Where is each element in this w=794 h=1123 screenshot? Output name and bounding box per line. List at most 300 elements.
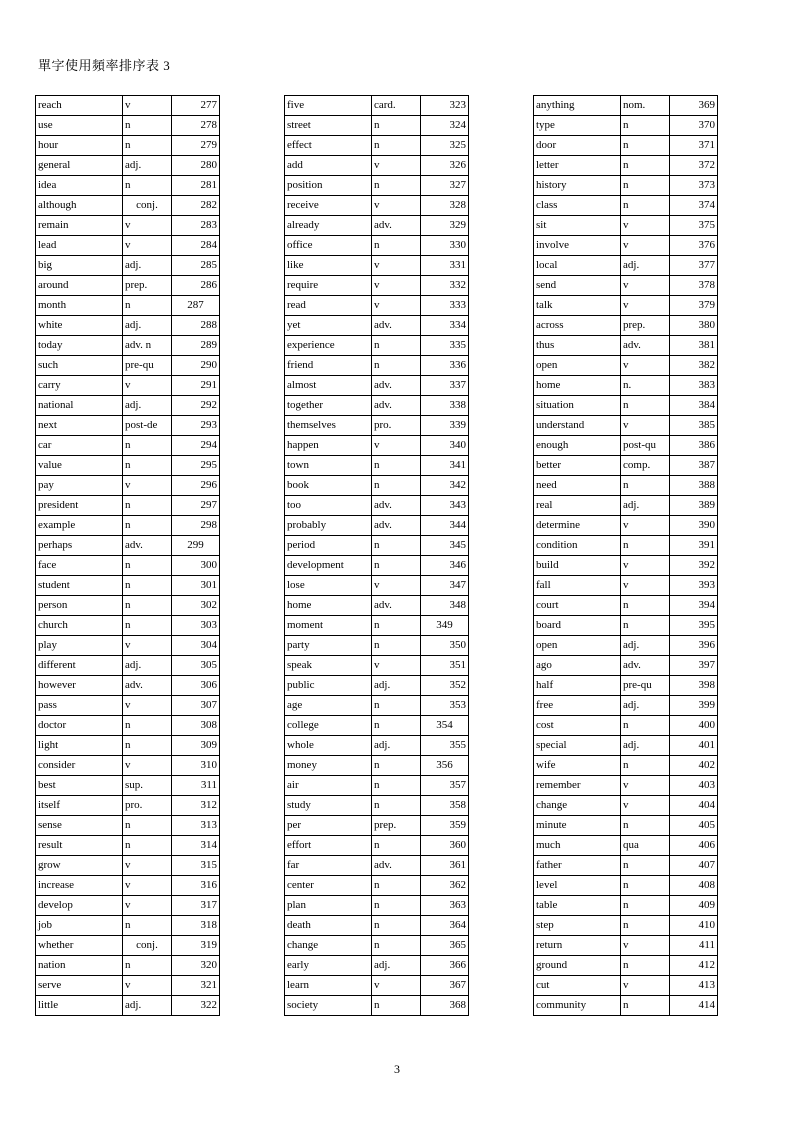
part-of-speech-cell: n xyxy=(372,996,421,1016)
rank-cell: 363 xyxy=(421,896,469,916)
word-cell: lead xyxy=(36,236,123,256)
table-row xyxy=(285,996,469,1016)
rank-cell: 292 xyxy=(172,396,220,416)
table-row xyxy=(534,416,718,436)
part-of-speech-cell: v xyxy=(123,216,172,236)
rank-cell: 369 xyxy=(670,96,718,116)
table-row xyxy=(285,936,469,956)
part-of-speech-cell: v xyxy=(621,236,670,256)
word-cell: itself xyxy=(36,796,123,816)
word-cell: minute xyxy=(534,816,621,836)
table-row xyxy=(285,136,469,156)
part-of-speech-cell: n xyxy=(372,336,421,356)
word-cell: class xyxy=(534,196,621,216)
table-row xyxy=(534,776,718,796)
table-row xyxy=(36,916,220,936)
word-cell: church xyxy=(36,616,123,636)
rank-cell: 345 xyxy=(421,536,469,556)
rank-cell: 315 xyxy=(172,856,220,876)
table-row xyxy=(534,636,718,656)
rank-cell: 389 xyxy=(670,496,718,516)
table-row xyxy=(534,916,718,936)
table-row xyxy=(285,876,469,896)
part-of-speech-cell: n xyxy=(123,436,172,456)
rank-cell: 299 xyxy=(172,536,220,556)
word-cell: return xyxy=(534,936,621,956)
word-cell: such xyxy=(36,356,123,376)
table-row xyxy=(36,796,220,816)
rank-cell: 358 xyxy=(421,796,469,816)
rank-cell: 335 xyxy=(421,336,469,356)
table-row xyxy=(36,956,220,976)
word-cell: talk xyxy=(534,296,621,316)
part-of-speech-cell: adv. xyxy=(372,516,421,536)
word-cell: center xyxy=(285,876,372,896)
rank-cell: 328 xyxy=(421,196,469,216)
rank-cell: 400 xyxy=(670,716,718,736)
part-of-speech-cell: n xyxy=(621,176,670,196)
part-of-speech-cell: n xyxy=(123,496,172,516)
word-cell: condition xyxy=(534,536,621,556)
part-of-speech-cell: adj. xyxy=(621,696,670,716)
part-of-speech-cell: n xyxy=(372,796,421,816)
rank-cell: 378 xyxy=(670,276,718,296)
part-of-speech-cell: v xyxy=(621,976,670,996)
part-of-speech-cell: adj. xyxy=(621,736,670,756)
rank-cell: 409 xyxy=(670,896,718,916)
word-cell: read xyxy=(285,296,372,316)
table-row xyxy=(285,776,469,796)
rank-cell: 407 xyxy=(670,856,718,876)
rank-cell: 404 xyxy=(670,796,718,816)
table-row xyxy=(534,196,718,216)
rank-cell: 294 xyxy=(172,436,220,456)
rank-cell: 391 xyxy=(670,536,718,556)
word-cell: cut xyxy=(534,976,621,996)
part-of-speech-cell: v xyxy=(372,976,421,996)
word-cell: face xyxy=(36,556,123,576)
table-row xyxy=(36,336,220,356)
table-row xyxy=(36,776,220,796)
part-of-speech-cell: adv. xyxy=(621,336,670,356)
table-row xyxy=(534,536,718,556)
rank-cell: 314 xyxy=(172,836,220,856)
table-row xyxy=(534,96,718,116)
word-cell: across xyxy=(534,316,621,336)
rank-cell: 286 xyxy=(172,276,220,296)
word-cell: much xyxy=(534,836,621,856)
word-cell: build xyxy=(534,556,621,576)
rank-cell: 381 xyxy=(670,336,718,356)
word-cell: car xyxy=(36,436,123,456)
part-of-speech-cell: n xyxy=(123,116,172,136)
part-of-speech-cell: n xyxy=(372,916,421,936)
word-cell: play xyxy=(36,636,123,656)
word-cell: type xyxy=(534,116,621,136)
part-of-speech-cell: n xyxy=(123,136,172,156)
table-row xyxy=(36,996,220,1016)
table-row xyxy=(534,216,718,236)
word-cell: home xyxy=(534,376,621,396)
rank-cell: 395 xyxy=(670,616,718,636)
part-of-speech-cell: v xyxy=(372,256,421,276)
table-row xyxy=(36,936,220,956)
rank-cell: 293 xyxy=(172,416,220,436)
word-cell: effect xyxy=(285,136,372,156)
part-of-speech-cell: v xyxy=(372,276,421,296)
part-of-speech-cell: n xyxy=(372,836,421,856)
rank-cell: 288 xyxy=(172,316,220,336)
part-of-speech-cell: n xyxy=(123,176,172,196)
word-frequency-table-3 xyxy=(533,95,718,1016)
table-row xyxy=(534,156,718,176)
table-row xyxy=(285,856,469,876)
part-of-speech-cell: adj. xyxy=(123,396,172,416)
part-of-speech-cell: n xyxy=(621,996,670,1016)
rank-cell: 370 xyxy=(670,116,718,136)
rank-cell: 291 xyxy=(172,376,220,396)
table-row xyxy=(36,196,220,216)
rank-cell: 406 xyxy=(670,836,718,856)
table-row xyxy=(36,896,220,916)
table-row xyxy=(534,456,718,476)
table-row xyxy=(534,476,718,496)
rank-cell: 304 xyxy=(172,636,220,656)
table-row xyxy=(36,356,220,376)
word-cell: serve xyxy=(36,976,123,996)
table-row xyxy=(534,836,718,856)
part-of-speech-cell: adv. xyxy=(372,856,421,876)
part-of-speech-cell: adv. n xyxy=(123,336,172,356)
part-of-speech-cell: v xyxy=(621,416,670,436)
table-row xyxy=(285,196,469,216)
table-row xyxy=(534,716,718,736)
rank-cell: 385 xyxy=(670,416,718,436)
table-row xyxy=(36,316,220,336)
word-cell: money xyxy=(285,756,372,776)
part-of-speech-cell: adj. xyxy=(372,956,421,976)
rank-cell: 357 xyxy=(421,776,469,796)
table-row xyxy=(36,156,220,176)
word-cell: around xyxy=(36,276,123,296)
rank-cell: 351 xyxy=(421,656,469,676)
word-cell: change xyxy=(534,796,621,816)
rank-cell: 393 xyxy=(670,576,718,596)
table-row xyxy=(534,756,718,776)
word-cell: court xyxy=(534,596,621,616)
part-of-speech-cell: n xyxy=(372,616,421,636)
part-of-speech-cell: n xyxy=(123,576,172,596)
part-of-speech-cell: n xyxy=(372,176,421,196)
part-of-speech-cell: n xyxy=(621,616,670,636)
word-cell: door xyxy=(534,136,621,156)
part-of-speech-cell: conj. xyxy=(123,936,172,956)
rank-cell: 388 xyxy=(670,476,718,496)
rank-cell: 377 xyxy=(670,256,718,276)
word-cell: board xyxy=(534,616,621,636)
word-cell: public xyxy=(285,676,372,696)
word-cell: next xyxy=(36,416,123,436)
word-cell: study xyxy=(285,796,372,816)
part-of-speech-cell: n xyxy=(621,916,670,936)
rank-cell: 283 xyxy=(172,216,220,236)
part-of-speech-cell: n xyxy=(372,696,421,716)
word-cell: value xyxy=(36,456,123,476)
part-of-speech-cell: adj. xyxy=(123,996,172,1016)
part-of-speech-cell: v xyxy=(123,476,172,496)
word-cell: far xyxy=(285,856,372,876)
table-row xyxy=(285,736,469,756)
rank-cell: 321 xyxy=(172,976,220,996)
part-of-speech-cell: n xyxy=(621,756,670,776)
word-cell: thus xyxy=(534,336,621,356)
rank-cell: 367 xyxy=(421,976,469,996)
rank-cell: 365 xyxy=(421,936,469,956)
word-cell: ago xyxy=(534,656,621,676)
part-of-speech-cell: n xyxy=(372,356,421,376)
part-of-speech-cell: v xyxy=(621,776,670,796)
rank-cell: 281 xyxy=(172,176,220,196)
word-cell: father xyxy=(534,856,621,876)
rank-cell: 410 xyxy=(670,916,718,936)
word-cell: society xyxy=(285,996,372,1016)
word-frequency-table-2 xyxy=(284,95,469,1016)
word-cell: add xyxy=(285,156,372,176)
word-cell: pass xyxy=(36,696,123,716)
table-row xyxy=(36,576,220,596)
word-cell: increase xyxy=(36,876,123,896)
word-cell: send xyxy=(534,276,621,296)
rank-cell: 300 xyxy=(172,556,220,576)
part-of-speech-cell: v xyxy=(123,696,172,716)
part-of-speech-cell: pro. xyxy=(123,796,172,816)
rank-cell: 362 xyxy=(421,876,469,896)
part-of-speech-cell: post-de xyxy=(123,416,172,436)
part-of-speech-cell: n xyxy=(372,896,421,916)
page-title: 單字使用頻率排序表 3 xyxy=(38,58,171,73)
rank-cell: 279 xyxy=(172,136,220,156)
table-row xyxy=(36,836,220,856)
table-row xyxy=(534,336,718,356)
word-cell: doctor xyxy=(36,716,123,736)
table-row xyxy=(285,716,469,736)
word-cell: pay xyxy=(36,476,123,496)
part-of-speech-cell: n xyxy=(123,556,172,576)
rank-cell: 308 xyxy=(172,716,220,736)
word-cell: college xyxy=(285,716,372,736)
rank-cell: 353 xyxy=(421,696,469,716)
part-of-speech-cell: n xyxy=(621,536,670,556)
word-cell: real xyxy=(534,496,621,516)
rank-cell: 364 xyxy=(421,916,469,936)
rank-cell: 339 xyxy=(421,416,469,436)
word-cell: different xyxy=(36,656,123,676)
rank-cell: 318 xyxy=(172,916,220,936)
word-cell: sense xyxy=(36,816,123,836)
part-of-speech-cell: adv. xyxy=(372,396,421,416)
rank-cell: 356 xyxy=(421,756,469,776)
word-cell: book xyxy=(285,476,372,496)
table-row xyxy=(285,356,469,376)
rank-cell: 372 xyxy=(670,156,718,176)
part-of-speech-cell: n xyxy=(372,136,421,156)
part-of-speech-cell: nom. xyxy=(621,96,670,116)
part-of-speech-cell: v xyxy=(123,756,172,776)
rank-cell: 398 xyxy=(670,676,718,696)
part-of-speech-cell: adj. xyxy=(621,256,670,276)
table-row xyxy=(36,456,220,476)
table-row xyxy=(534,576,718,596)
part-of-speech-cell: adv. xyxy=(372,596,421,616)
table-row xyxy=(534,876,718,896)
rank-cell: 403 xyxy=(670,776,718,796)
table-row xyxy=(36,276,220,296)
table-row xyxy=(36,656,220,676)
table-row xyxy=(36,676,220,696)
part-of-speech-cell: n xyxy=(123,516,172,536)
rank-cell: 354 xyxy=(421,716,469,736)
rank-cell: 344 xyxy=(421,516,469,536)
table-row xyxy=(285,376,469,396)
word-cell: happen xyxy=(285,436,372,456)
table-row xyxy=(534,256,718,276)
table-row xyxy=(534,656,718,676)
part-of-speech-cell: prep. xyxy=(621,316,670,336)
table-row xyxy=(36,176,220,196)
table-row xyxy=(534,896,718,916)
part-of-speech-cell: n xyxy=(123,456,172,476)
table-row xyxy=(534,856,718,876)
rank-cell: 317 xyxy=(172,896,220,916)
word-cell: air xyxy=(285,776,372,796)
rank-cell: 349 xyxy=(421,616,469,636)
word-cell: result xyxy=(36,836,123,856)
table-row xyxy=(285,616,469,636)
table-row xyxy=(36,536,220,556)
word-cell: probably xyxy=(285,516,372,536)
part-of-speech-cell: adj. xyxy=(123,256,172,276)
rank-cell: 360 xyxy=(421,836,469,856)
table-row xyxy=(285,796,469,816)
rank-cell: 330 xyxy=(421,236,469,256)
rank-cell: 298 xyxy=(172,516,220,536)
table-row xyxy=(534,316,718,336)
part-of-speech-cell: adv. xyxy=(123,676,172,696)
word-cell: open xyxy=(534,636,621,656)
word-cell: use xyxy=(36,116,123,136)
table-row xyxy=(534,736,718,756)
rank-cell: 383 xyxy=(670,376,718,396)
rank-cell: 380 xyxy=(670,316,718,336)
part-of-speech-cell: n xyxy=(621,876,670,896)
part-of-speech-cell: n xyxy=(621,196,670,216)
word-cell: example xyxy=(36,516,123,536)
part-of-speech-cell: v xyxy=(372,196,421,216)
word-cell: themselves xyxy=(285,416,372,436)
part-of-speech-cell: v xyxy=(621,216,670,236)
table-row xyxy=(36,416,220,436)
table-row xyxy=(534,616,718,636)
part-of-speech-cell: v xyxy=(123,856,172,876)
table-row xyxy=(36,596,220,616)
part-of-speech-cell: v xyxy=(372,656,421,676)
table-row xyxy=(285,496,469,516)
rank-cell: 352 xyxy=(421,676,469,696)
part-of-speech-cell: n xyxy=(621,136,670,156)
table-row xyxy=(36,476,220,496)
word-cell: develop xyxy=(36,896,123,916)
rank-cell: 324 xyxy=(421,116,469,136)
table-row xyxy=(285,896,469,916)
part-of-speech-cell: n xyxy=(621,856,670,876)
word-cell: person xyxy=(36,596,123,616)
table-row xyxy=(285,956,469,976)
word-cell: nation xyxy=(36,956,123,976)
word-cell: period xyxy=(285,536,372,556)
table-row xyxy=(285,536,469,556)
part-of-speech-cell: v xyxy=(123,376,172,396)
word-cell: local xyxy=(534,256,621,276)
rank-cell: 307 xyxy=(172,696,220,716)
rank-cell: 340 xyxy=(421,436,469,456)
rank-cell: 392 xyxy=(670,556,718,576)
word-cell: fall xyxy=(534,576,621,596)
rank-cell: 310 xyxy=(172,756,220,776)
rank-cell: 396 xyxy=(670,636,718,656)
word-cell: month xyxy=(36,296,123,316)
rank-cell: 373 xyxy=(670,176,718,196)
word-cell: little xyxy=(36,996,123,1016)
part-of-speech-cell: n xyxy=(372,776,421,796)
part-of-speech-cell: n xyxy=(372,716,421,736)
part-of-speech-cell: n xyxy=(123,736,172,756)
page-number: 3 xyxy=(394,1062,400,1076)
table-row xyxy=(285,236,469,256)
rank-cell: 347 xyxy=(421,576,469,596)
part-of-speech-cell: n xyxy=(621,396,670,416)
word-cell: street xyxy=(285,116,372,136)
table-row xyxy=(534,956,718,976)
part-of-speech-cell: adv. xyxy=(372,316,421,336)
word-cell: lose xyxy=(285,576,372,596)
part-of-speech-cell: v xyxy=(372,156,421,176)
word-cell: plan xyxy=(285,896,372,916)
part-of-speech-cell: v xyxy=(621,276,670,296)
table-row xyxy=(285,336,469,356)
table-row xyxy=(534,296,718,316)
word-cell: cost xyxy=(534,716,621,736)
table-row xyxy=(285,756,469,776)
table-row xyxy=(285,516,469,536)
word-cell: level xyxy=(534,876,621,896)
word-cell: receive xyxy=(285,196,372,216)
part-of-speech-cell: n xyxy=(621,596,670,616)
table-row xyxy=(36,516,220,536)
part-of-speech-cell: pre-qu xyxy=(123,356,172,376)
table-row xyxy=(36,496,220,516)
word-cell: national xyxy=(36,396,123,416)
word-cell: need xyxy=(534,476,621,496)
word-cell: death xyxy=(285,916,372,936)
table-row xyxy=(36,856,220,876)
rank-cell: 323 xyxy=(421,96,469,116)
table-row xyxy=(36,556,220,576)
table-row xyxy=(285,396,469,416)
rank-cell: 361 xyxy=(421,856,469,876)
word-cell: wife xyxy=(534,756,621,776)
word-cell: grow xyxy=(36,856,123,876)
rank-cell: 375 xyxy=(670,216,718,236)
